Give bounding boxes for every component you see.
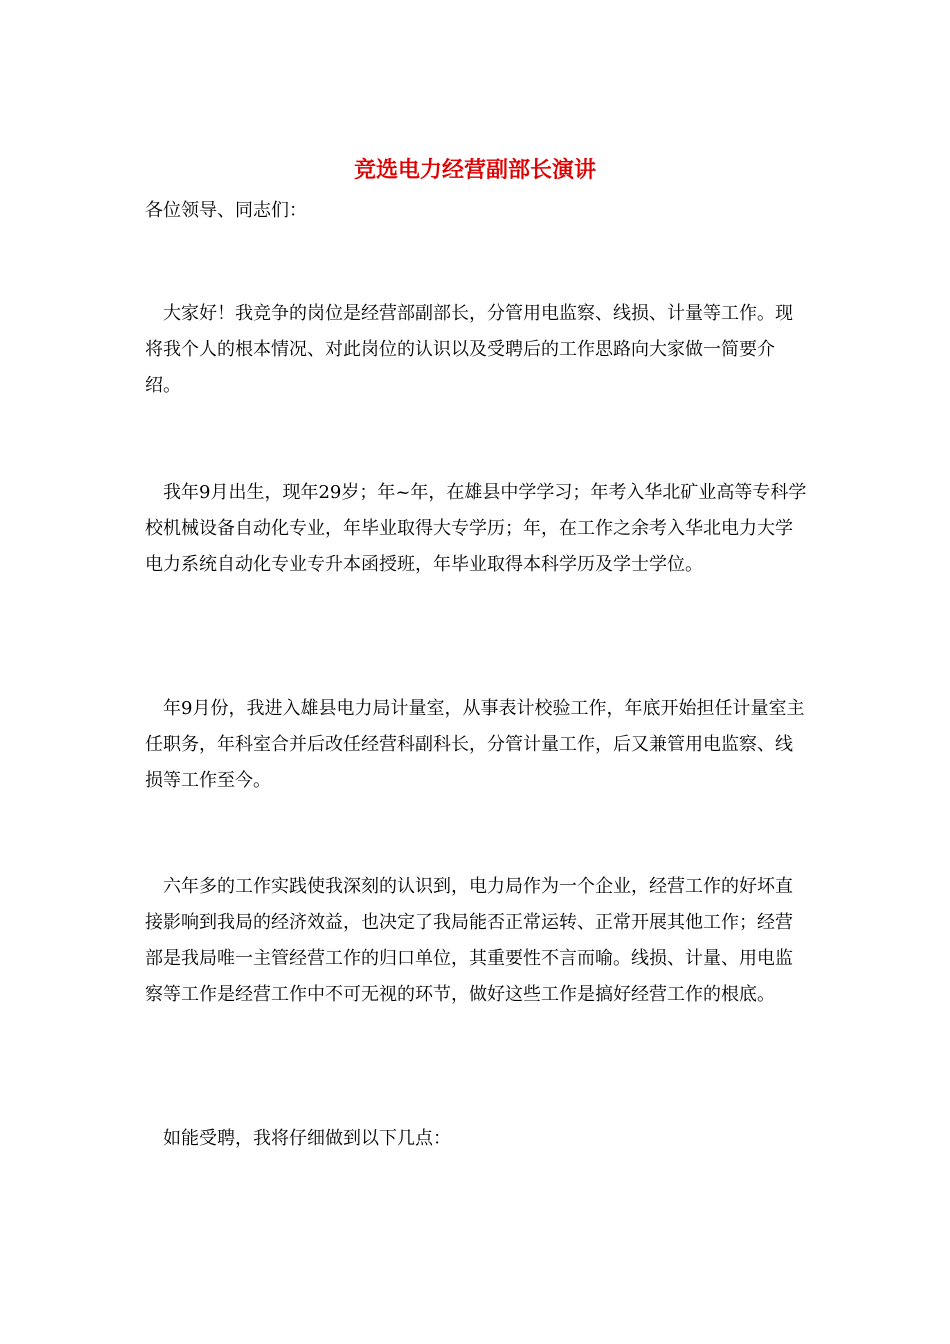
document-title: 竞选电力经营副部长演讲 xyxy=(353,157,596,183)
paragraph-background: 我年9月出生，现年29岁；年~年，在雄县中学学习；年考入华北矿业高等专科学校机械设备自动化专业，年毕业取得大专学历；年，在工作之余考入华北电力大学电力系统自动化专业专升本函授班，年毕业取得本科学历及学士学位。 xyxy=(145,482,807,575)
paragraph-intro: 大家好！我竞争的岗位是经营部副部长，分管用电监察、线损、计量等工作。现将我个人的根本情况、对此岗位的认识以及受聘后的工作思路向大家做一简要介绍。 xyxy=(145,303,793,396)
salutation: 各位领导、同志们： xyxy=(145,200,307,221)
paragraph-understanding: 六年多的工作实践使我深刻的认识到，电力局作为一个企业，经营工作的好坏直接影响到我局的经济效益，也决定了我局能否正常运转、正常开展其他工作；经营部是我局唯一主管经营工作的归口单位，其重要性不言而喻。线损、计量、用电监察等工作是经营工作中不可无视的环节，做好这些工作是搞好经营工作的根底。 xyxy=(145,876,793,1005)
paragraph-work-history: 年9月份，我进入雄县电力局计量室，从事表计校验工作，年底开始担任计量室主任职务，年科室合并后改任经营科副科长，分管计量工作，后又兼管用电监察、线损等工作至今。 xyxy=(145,698,805,791)
paragraph-commitment: 如能受聘，我将仔细做到以下几点： xyxy=(163,1128,451,1149)
